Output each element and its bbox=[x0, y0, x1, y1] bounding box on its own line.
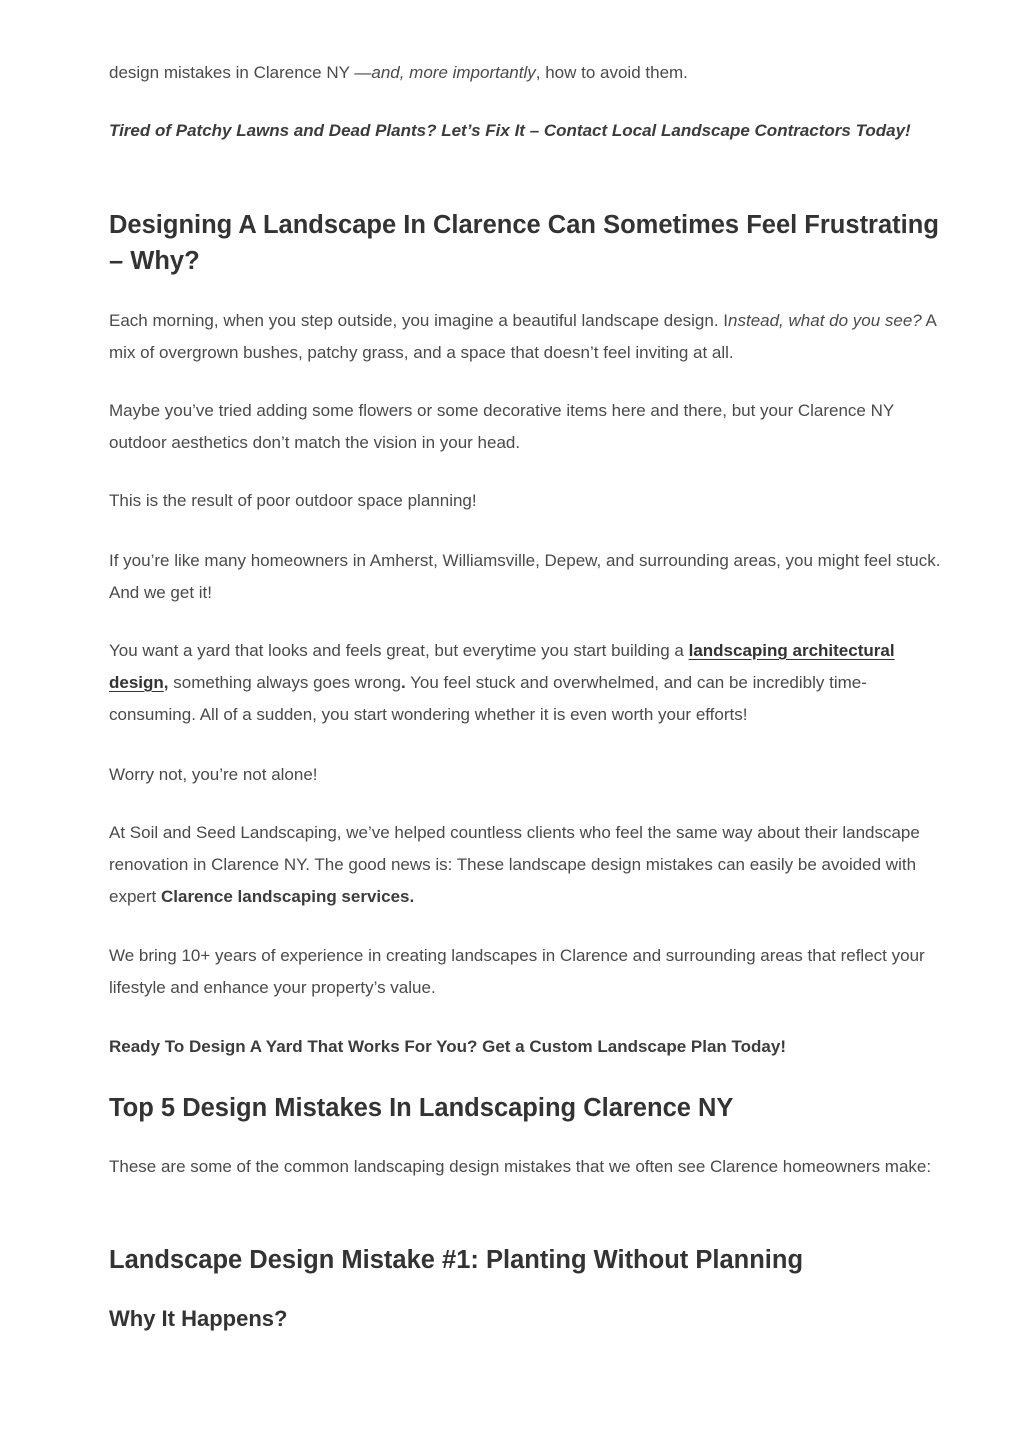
section1-p5-text: You want a yard that looks and feels great, but everytime you start building a bbox=[109, 641, 689, 660]
section1-paragraph-8: We bring 10+ years of experience in creating landscapes in Clarence and surrounding areas that reflect your lifestyle and enhance your property’s value. bbox=[109, 946, 925, 997]
section1-p5-comma: , bbox=[163, 673, 169, 692]
section1-p1-text-end: A mix of overgrown bushes, patchy grass, and a space that doesn’t feel inviting at all. bbox=[109, 311, 936, 362]
section1-paragraph-1 bbox=[109, 305, 949, 369]
section1-cta: Ready To Design A Yard That Works For You? Get a Custom Landscape Plan Today! bbox=[109, 1037, 786, 1056]
intro-paragraph bbox=[109, 57, 949, 89]
section2-heading: Top 5 Design Mistakes In Landscaping Clarence NY bbox=[109, 1094, 734, 1122]
section1-p5-mid: something always goes wrong bbox=[168, 673, 401, 692]
section1-heading: Designing A Landscape In Clarence Can Sometimes Feel Frustrating – Why? bbox=[109, 211, 939, 275]
section1-paragraph-5 bbox=[109, 635, 949, 731]
intro-italic-text: and, more importantly bbox=[371, 63, 536, 82]
section3-subheading: Why It Happens? bbox=[109, 1306, 288, 1331]
intro-text: design mistakes in Clarence NY — bbox=[109, 63, 372, 82]
section1-p1-text: Each morning, when you step outside, you imagine a beautiful landscape design. I bbox=[109, 311, 729, 330]
section1-paragraph-3: This is the result of poor outdoor space planning! bbox=[109, 491, 477, 510]
section1-paragraph-2: Maybe you’ve tried adding some flowers or some decorative items here and there, but your Clarence NY outdoor aesthetics don’t match the vision in your head. bbox=[109, 401, 894, 452]
section1-p7-text: At Soil and Seed Landscaping, we’ve helped countless clients who feel the same way about their landscape renovation in Clarence NY. The good news is: These landscape design mistakes can easily be avoided with expert bbox=[109, 823, 920, 906]
section1-p1-italic: nstead, what do you see? bbox=[728, 311, 922, 330]
cta-top-paragraph: Tired of Patchy Lawns and Dead Plants? Let’s Fix It – Contact Local Landscape Contractors Today! bbox=[109, 121, 911, 140]
section2-paragraph-1: These are some of the common landscaping design mistakes that we often see Clarence homeowners make: bbox=[109, 1157, 932, 1176]
section1-paragraph-6: Worry not, you’re not alone! bbox=[109, 765, 318, 784]
section1-p5-period: . bbox=[401, 673, 406, 692]
landscaping-architectural-design-link[interactable]: landscaping architectural design bbox=[109, 641, 895, 692]
intro-text-end: , how to avoid them. bbox=[535, 63, 688, 82]
section1-p5-text-end: You feel stuck and overwhelmed, and can be incredibly time-consuming. All of a sudden, you start wondering whether it is even worth your efforts! bbox=[109, 673, 867, 724]
section1-paragraph-4: If you’re like many homeowners in Amherst, Williamsville, Depew, and surrounding areas, you might feel stuck. And we get it! bbox=[109, 551, 941, 602]
section3-heading: Landscape Design Mistake #1: Planting Without Planning bbox=[109, 1246, 804, 1274]
section1-paragraph-7 bbox=[109, 817, 949, 913]
clarence-landscaping-services-text: Clarence landscaping services. bbox=[160, 887, 415, 906]
